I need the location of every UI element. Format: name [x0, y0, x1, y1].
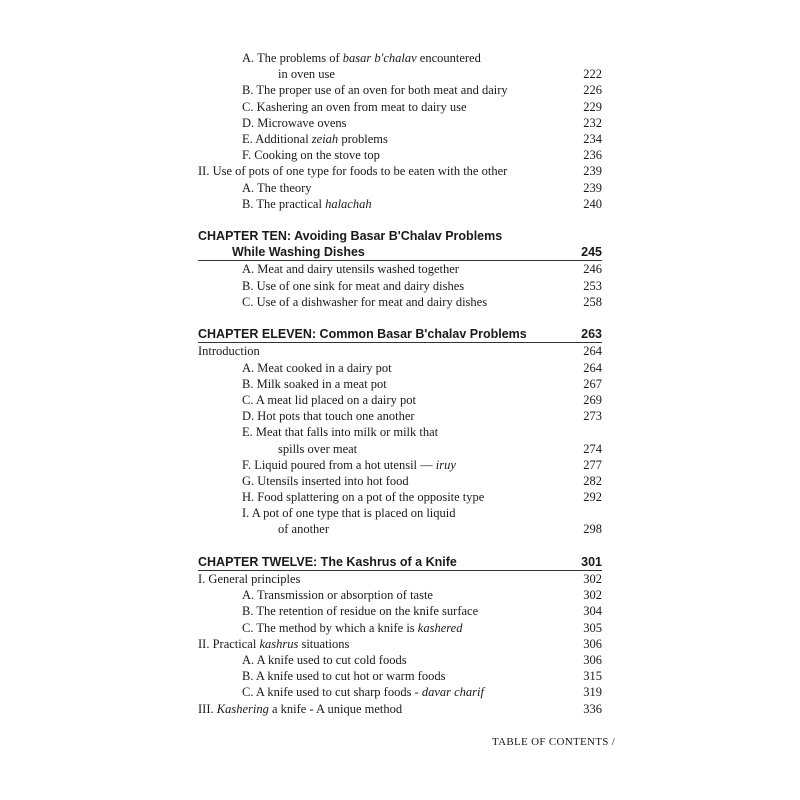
entry-title: I. A pot of one type that is placed on liquid [242, 506, 456, 521]
page-number: 253 [583, 278, 602, 293]
entry-title: C. A knife used to cut sharp foods - davar charif [242, 685, 484, 700]
page-number: 302 [583, 588, 602, 603]
toc-entry [198, 392, 602, 408]
entry-title: II. Use of pots of one type for foods to be eaten with the other [198, 164, 508, 179]
page-number: 302 [583, 572, 602, 586]
page-number: 229 [583, 99, 602, 114]
entry-title: of another [278, 522, 330, 537]
page-number: 277 [583, 457, 602, 472]
page-number: 305 [583, 620, 602, 635]
toc-entry [198, 489, 602, 505]
page-number: 222 [583, 67, 602, 82]
page-number: 274 [583, 441, 602, 456]
toc-entry [198, 570, 602, 587]
entry-title: While Washing Dishes [232, 245, 365, 260]
toc-entry [198, 82, 602, 98]
page-number: 292 [583, 490, 602, 505]
toc-entry [198, 620, 602, 636]
page-number: 232 [583, 115, 602, 130]
entry-title: CHAPTER TWELVE: The Kashrus of a Knife [198, 554, 457, 569]
entry-title: D. Hot pots that touch one another [242, 409, 415, 424]
page-number: 245 [581, 245, 602, 260]
entry-title: A. The theory [242, 180, 312, 195]
entry-title: B. Milk soaked in a meat pot [242, 376, 387, 391]
toc-entry [198, 408, 602, 424]
toc-entry [198, 50, 602, 66]
entry-title: B. Use of one sink for meat and dairy dishes [242, 278, 465, 293]
entry-title: Introduction [198, 344, 260, 359]
page-number: 246 [583, 262, 602, 277]
running-footer: TABLE OF CONTENTS / [492, 736, 616, 748]
toc-entry [198, 701, 602, 717]
entry-title: A. A knife used to cut cold foods [242, 652, 407, 667]
page-number: 236 [583, 148, 602, 163]
entry-title: CHAPTER ELEVEN: Common Basar B'chalav Problems [198, 327, 527, 342]
toc-entry [198, 294, 602, 310]
toc-entry [198, 636, 602, 652]
entry-title: C. The method by which a knife is kashered [242, 620, 463, 635]
page-number: 315 [583, 669, 602, 684]
toc-entry [198, 99, 602, 115]
toc-entry [198, 587, 602, 603]
toc-entry [198, 131, 602, 147]
entry-title: III. Kashering a knife - A unique method [198, 701, 403, 716]
page-number: 264 [583, 360, 602, 375]
entry-title: A. Meat cooked in a dairy pot [242, 360, 392, 375]
table-of-contents [198, 50, 602, 717]
section-gap [198, 310, 602, 326]
entry-title: A. Transmission or absorption of taste [242, 588, 433, 603]
entry-title: C. A meat lid placed on a dairy pot [242, 392, 416, 407]
page-number: 304 [583, 604, 602, 619]
page-number: 267 [583, 376, 602, 391]
toc-entry [198, 115, 602, 131]
section-gap [198, 212, 602, 228]
page-number: 306 [583, 652, 602, 667]
entry-title: F. Cooking on the stove top [242, 148, 380, 163]
chapter-heading [198, 228, 602, 244]
toc-entry [198, 66, 602, 82]
page-number: 234 [583, 131, 602, 146]
toc-entry [198, 505, 602, 521]
page-number: 263 [581, 327, 602, 342]
entry-title: D. Microwave ovens [242, 115, 347, 130]
toc-entry [198, 163, 602, 179]
entry-title: B. The retention of residue on the knife surface [242, 604, 479, 619]
page-number: 273 [583, 409, 602, 424]
toc-entry [198, 603, 602, 619]
page-number: 226 [583, 83, 602, 98]
page-number: 269 [583, 392, 602, 407]
entry-title: B. The practical halachah [242, 196, 372, 211]
entry-title: B. A knife used to cut hot or warm foods [242, 669, 446, 684]
entry-title: B. The proper use of an oven for both meat and dairy [242, 83, 508, 98]
toc-entry [198, 147, 602, 163]
page-number: 240 [583, 196, 602, 211]
toc-entry [198, 473, 602, 489]
toc-entry [198, 652, 602, 668]
page-number: 298 [583, 522, 602, 537]
page-number: 239 [583, 164, 602, 179]
entry-title: CHAPTER TEN: Avoiding Basar B'Chalav Problems [198, 229, 503, 244]
entry-title: spills over meat [278, 441, 358, 456]
entry-title: E. Meat that falls into milk or milk that [242, 425, 439, 440]
toc-entry [198, 376, 602, 392]
toc-entry [198, 441, 602, 457]
page-number: 301 [581, 554, 602, 569]
chapter-heading [198, 554, 602, 570]
entry-title: H. Food splattering on a pot of the opposite type [242, 490, 485, 505]
toc-entry [198, 521, 602, 537]
toc-entry [198, 196, 602, 212]
chapter-heading [198, 244, 602, 260]
entry-title: A. The problems of basar b'chalav encountered [242, 51, 481, 65]
toc-entry [198, 260, 602, 277]
page-number: 282 [583, 473, 602, 488]
entry-title: in oven use [278, 67, 335, 82]
section-gap [198, 538, 602, 554]
page-number: 258 [583, 294, 602, 309]
entry-title: A. Meat and dairy utensils washed together [242, 262, 459, 277]
page-number: 264 [583, 344, 602, 359]
entry-title: G. Utensils inserted into hot food [242, 473, 409, 488]
toc-entry [198, 360, 602, 376]
page-number: 306 [583, 636, 602, 651]
toc-entry [198, 278, 602, 294]
toc-entry [198, 424, 602, 440]
toc-entry [198, 457, 602, 473]
entry-title: C. Use of a dishwasher for meat and dairy dishes [242, 294, 488, 309]
page-number: 319 [583, 685, 602, 700]
page-number: 239 [583, 180, 602, 195]
chapter-heading [198, 326, 602, 342]
toc-entry [198, 684, 602, 700]
toc-entry [198, 342, 602, 359]
entry-title: E. Additional zeiah problems [242, 131, 388, 146]
entry-title: I. General principles [198, 572, 301, 586]
entry-title: C. Kashering an oven from meat to dairy use [242, 99, 467, 114]
page-number: 336 [583, 701, 602, 716]
entry-title: F. Liquid poured from a hot utensil — iruy [242, 457, 456, 472]
entry-title: II. Practical kashrus situations [198, 636, 350, 651]
toc-entry [198, 180, 602, 196]
toc-entry [198, 668, 602, 684]
